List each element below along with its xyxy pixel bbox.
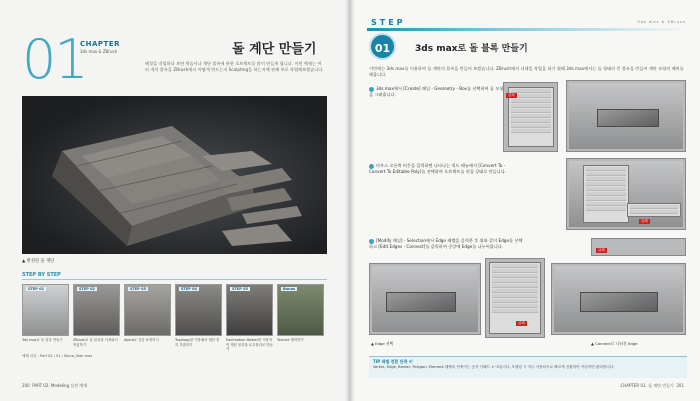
tip-box [369,356,687,378]
edit-edges-menu [489,262,541,334]
quad-menu-screenshot [566,158,686,230]
tip-text: Vertex, Edge, Border, Polygon, Element 레벨의 단축키는 숫자 키패드 1~5입니다. 모델링 시 자주 사용되므로 빠르게 전환하여 작업하면 편리합니다. [373,365,615,369]
step-thumb [226,284,273,352]
step-bar [367,28,689,31]
selection-panel [591,238,686,256]
thumb-image [175,284,222,336]
click-label: 클릭 [641,219,648,223]
right-page [351,0,700,401]
stone-stair-illustration [22,96,327,254]
bullet-icon [369,164,374,169]
thumb-image [124,284,171,336]
thumb-image [277,284,324,336]
thumb-tag: STEP 04 [181,287,197,291]
chapter-label: CHAPTER [80,40,120,48]
footer-text: PART 02. Modeling 실전 예제 [32,383,88,388]
step-intro: 이번에는 3ds max를 이용하여 돌 계단의 블록을 만들어 보겠습니다. ZBrush에서 디테일 작업을 하기 위해 3ds max에서는 돌 형태의 큰 블록을 만들어 계단 모양의 배치를 해줍니다. [369,66,684,78]
edit-edges-panel [485,258,545,338]
thumb-caption: Topology를 이용해서 계단 블록 추출하기 [175,338,220,347]
instruction-1 [369,86,504,98]
example-file-note: 예제 파일 : Part 02 / 01 / Stone_Stair.max [22,354,93,358]
step-title: 3ds max로 돌 블록 만들기 [415,44,528,54]
footer-text: CHAPTER 01. 돌 계단 만들기 [620,383,674,388]
thumb-tag: STEP 01 [28,287,44,291]
create-panel-screenshot [503,82,558,152]
bullet-icon [369,239,374,244]
instruction-text: [Modify 패널] - Selection에서 Edge 레벨을 클릭한 후 위와 같이 Edge를 선택하고 [Edit Edges - Connect]를 클릭하여 중앙에 Edge를 나누어줍니다. [369,238,523,250]
thumb-caption: Texture 제작하기 [277,338,304,342]
left-footer [22,383,87,389]
step-thumb [277,284,324,352]
quad-menu [583,165,629,223]
running-head: 3ds max & ZBrush [637,20,686,24]
box-object [580,292,658,312]
step-by-step-heading: STEP BY STEP [22,272,61,278]
instruction-text: 3ds max에서 [Create] 패널 - Geometry - Box를 선택하여 돌 모형을 그려줍니다. [369,86,504,98]
thumb-caption: ZBrush로 돌 블록을 가져와서 작업하기 [73,338,118,347]
viewport [554,266,683,332]
thumb-tag: Bonus [283,287,296,291]
step-thumb [124,284,171,352]
step-label: STEP [371,18,406,27]
convert-submenu [627,203,681,217]
step-thumb [175,284,222,352]
thumb-caption: Alpha로 질감 표현하기 [124,338,159,342]
stone-stair-render [22,96,327,254]
thumb-image [73,284,120,336]
step-thumbnails [22,284,327,352]
step-number-badge: 01 [369,33,396,60]
connect-result-screenshot [551,263,686,335]
connect-caption: ▲ Connect로 나눠진 Edge [591,341,638,346]
thumb-tag: STEP 03 [130,287,146,291]
click-label: 클릭 [518,321,525,325]
chapter-subtitle: 3ds max & ZBrush [80,49,118,54]
thumb-tag: STEP 05 [232,287,248,291]
thumb-caption: Decimation Master를 이용하여 계단 블록을 로우폴리로 만들기 [226,338,273,351]
thumb-tag: STEP 02 [79,287,95,291]
instruction-text: 마우스 오른쪽 버튼을 클릭하면 나타나는 퀵드 메뉴에서 [Convert To - Convert To Editable Poly]를 선택하여 오브젝트를 편집 상태로 만듭니다. [369,163,507,175]
right-footer [620,383,684,389]
viewport-box [566,80,686,152]
chapter-number: 01 [22,28,87,91]
chapter-title: 돌 계단 만들기 [232,42,317,57]
book-gutter [345,0,355,401]
edge-caption: ▲ Edge 선택 [371,341,394,346]
render-caption: ▲ 완성된 돌 계단 [22,259,55,264]
instruction-3 [369,238,524,250]
click-label: 클릭 [508,93,515,97]
page-number: 201 [676,383,684,388]
chapter-intro: 배경을 작업하다 보면 벽돌이나 계단 블록에 관한 오브젝트를 많이 만들게 됩니다. 이번 예제는 여러 개의 블록을 ZBrush에서 어떻게 만드는지 Sculpting을 하는지에 관해 주로 작업해보겠습니다. [145,61,324,72]
left-page [0,0,349,401]
edge-select-screenshot [369,263,481,335]
click-label: 클릭 [598,248,605,252]
box-object [597,109,659,127]
step-thumb [22,284,69,352]
thumb-caption: 3ds max로 돌 블록 만들기 [22,338,63,342]
instruction-2 [369,163,519,175]
page-number: 200 [22,383,30,388]
bullet-icon [369,87,374,92]
step-thumb [73,284,120,352]
tip-label: TIP 레벨 전환 단축 키 [373,359,413,364]
viewport [569,83,683,149]
box-object [386,292,456,312]
thumb-image [226,284,273,336]
thumb-image [22,284,69,336]
divider [22,279,327,280]
viewport [372,266,478,332]
